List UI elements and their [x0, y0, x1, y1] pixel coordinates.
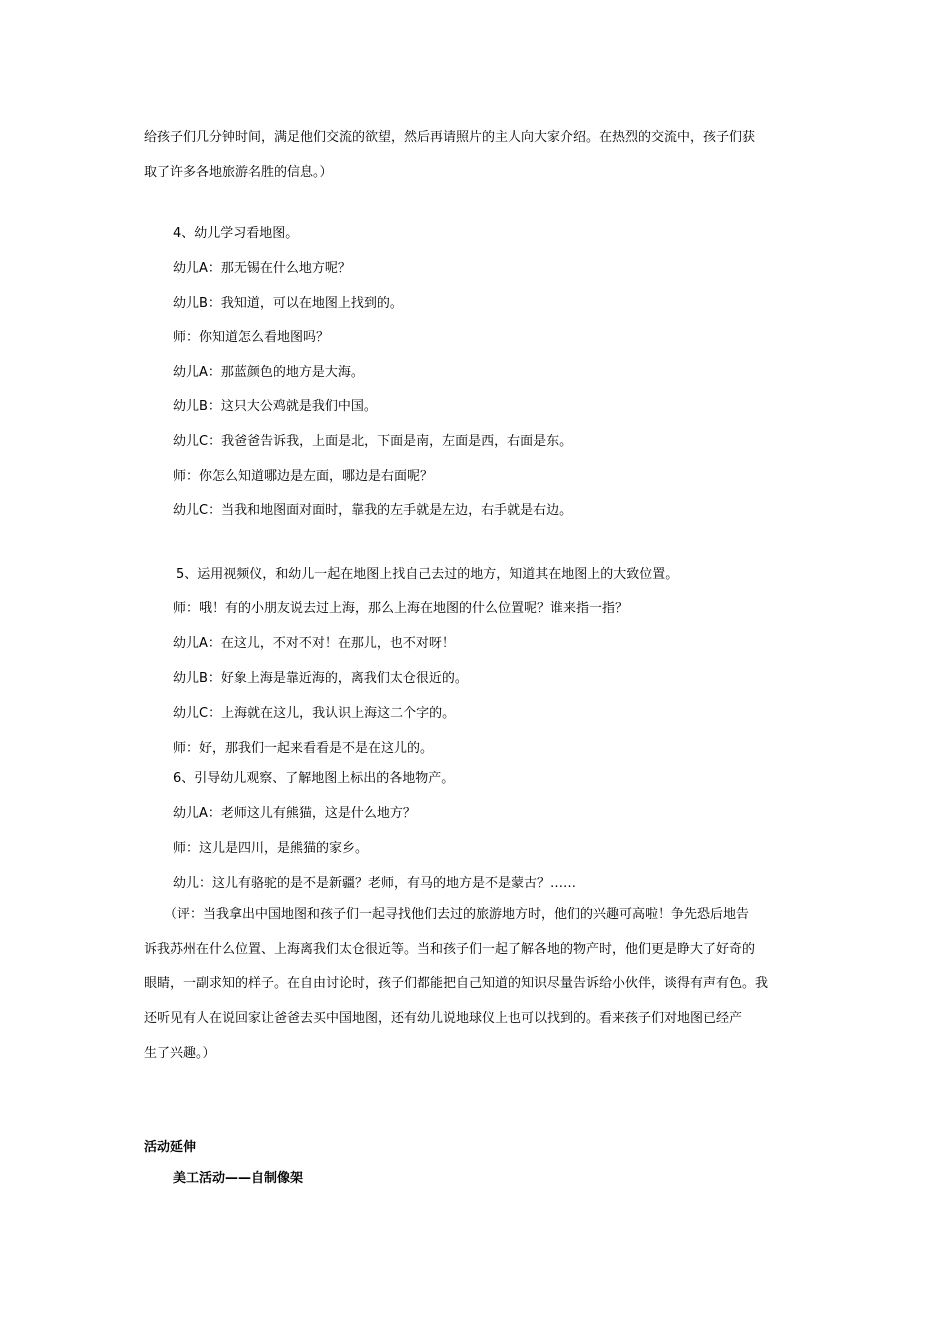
section-5-heading: 5、运用视频仪，和幼儿一起在地图上找自己去过的地方，知道其在地图上的大致位置。: [176, 567, 679, 582]
dialogue-line: 师：你知道怎么看地图吗？: [173, 330, 330, 345]
dialogue-line: 师：这儿是四川，是熊猫的家乡。: [173, 841, 369, 856]
comment-line-2: 诉我苏州在什么位置、上海离我们太仓很近等。当和孩子们一起了解各地的物产时，他们更是睁大了好奇的: [144, 942, 756, 957]
dialogue-line: 师：你怎么知道哪边是左面，哪边是右面呢？: [173, 469, 434, 484]
dialogue-line: 幼儿A：在这儿，不对不对！在那儿，也不对呀！: [173, 636, 455, 651]
dialogue-line: 幼儿A：那蓝颜色的地方是大海。: [173, 365, 364, 380]
intro-line-2: 取了许多各地旅游名胜的信息。）: [144, 165, 333, 180]
dialogue-line: 幼儿B：好象上海是靠近海的，离我们太仓很近的。: [173, 671, 468, 686]
section-4-heading: 4、幼儿学习看地图。: [173, 226, 299, 241]
section-6-heading: 6、引导幼儿观察、了解地图上标出的各地物产。: [173, 771, 455, 786]
comment-line-3: 眼睛，一副求知的样子。在自由讨论时，孩子们都能把自己知道的知识尽量告诉给小伙伴，谈得有声有色。我: [144, 976, 769, 991]
dialogue-line: 幼儿C：上海就在这儿，我认识上海这二个字的。: [173, 706, 456, 721]
intro-line-1: 给孩子们几分钟时间，满足他们交流的欲望，然后再请照片的主人向大家介绍。在热烈的交流中，孩子们获: [144, 130, 756, 145]
dialogue-line: 师：好，那我们一起来看看是不是在这儿的。: [173, 741, 434, 756]
extension-heading: 活动延伸: [144, 1140, 197, 1155]
dialogue-line: 幼儿A：那无锡在什么地方呢？: [173, 261, 351, 276]
comment-line-1: （评：当我拿出中国地图和孩子们一起寻找他们去过的旅游地方时，他们的兴趣可高啦！争先恐后地告: [164, 907, 750, 922]
comment-line-4: 还听见有人在说回家让爸爸去买中国地图，还有幼儿说地球仪上也可以找到的。看来孩子们对地图已经产: [144, 1011, 743, 1026]
dialogue-line: 幼儿C：当我和地图面对面时，靠我的左手就是左边，右手就是右边。: [173, 503, 573, 518]
dialogue-line: 幼儿B：我知道，可以在地图上找到的。: [173, 296, 403, 311]
dialogue-line: 幼儿：这儿有骆驼的是不是新疆？老师，有马的地方是不是蒙古？……: [173, 876, 577, 891]
dialogue-line: 师：哦！有的小朋友说去过上海，那么上海在地图的什么位置呢？谁来指一指？: [173, 601, 629, 616]
extension-subheading: 美工活动——自制像架: [173, 1171, 304, 1186]
dialogue-line: 幼儿A：老师这儿有熊猫，这是什么地方？: [173, 806, 416, 821]
dialogue-line: 幼儿B：这只大公鸡就是我们中国。: [173, 399, 377, 414]
dialogue-line: 幼儿C：我爸爸告诉我，上面是北，下面是南，左面是西，右面是东。: [173, 434, 573, 449]
comment-line-5: 生了兴趣。）: [144, 1046, 216, 1061]
